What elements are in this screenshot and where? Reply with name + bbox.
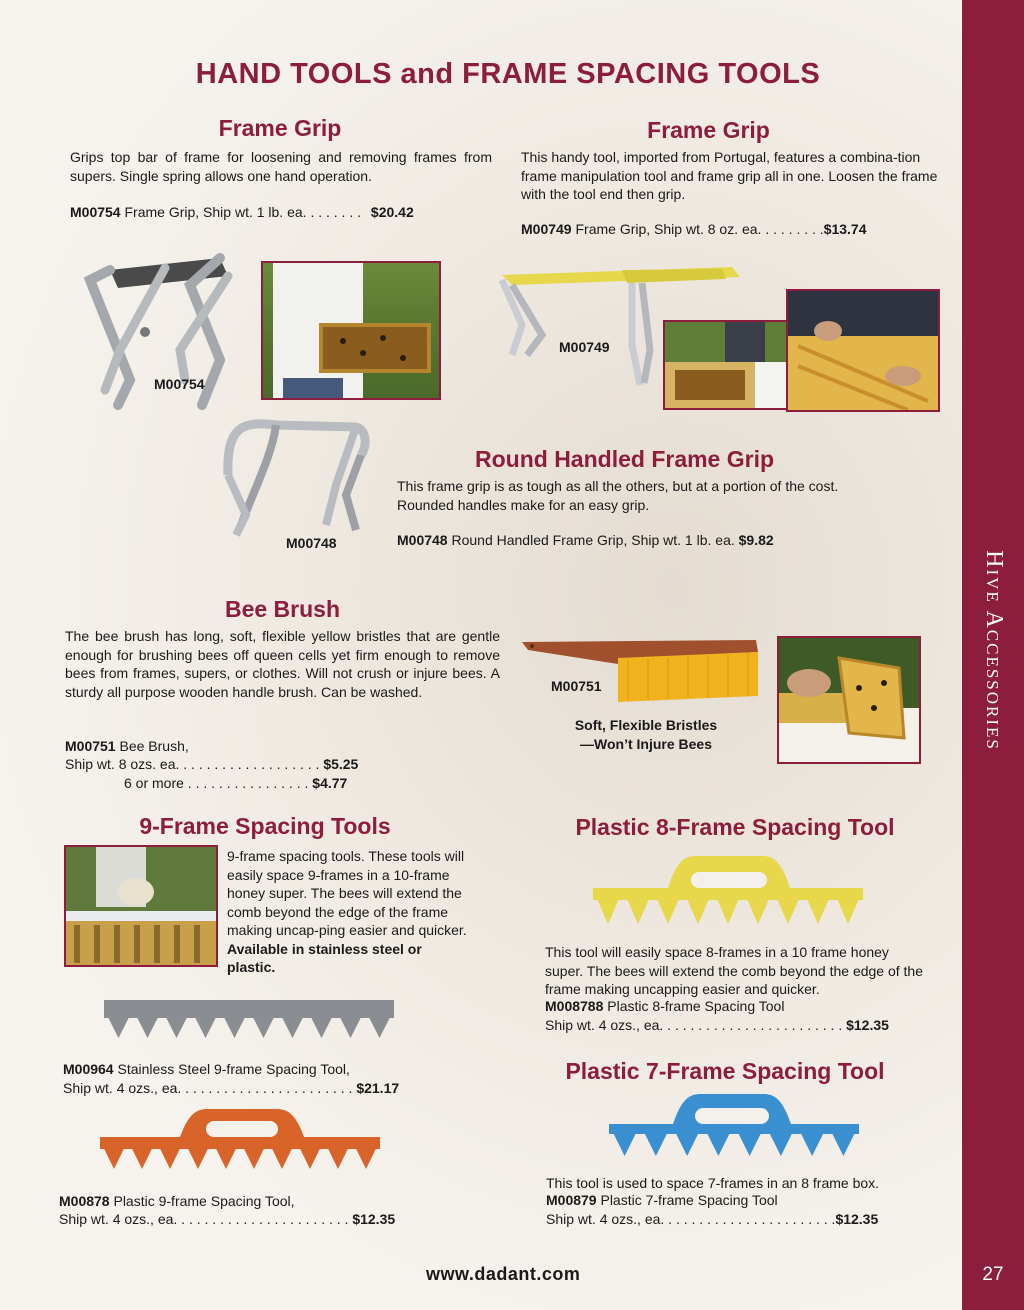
product-code: M00751 xyxy=(65,738,116,754)
brushing-photo-illustration xyxy=(779,638,919,762)
product-code: M00748 xyxy=(397,532,448,548)
product-text: Stainless Steel 9-frame Spacing Tool, xyxy=(117,1061,350,1077)
product-code: M00749 xyxy=(521,221,572,237)
frame-grip-description: Grips top bar of frame for loosening and removing frames from supers. Single spring allows one hand operation. xyxy=(70,149,492,184)
product-text: Plastic 7-frame Spacing Tool xyxy=(600,1192,778,1208)
eight-frame-title-line xyxy=(545,998,784,1014)
nine-frame-description-text: 9-frame spacing tools. These tools will easily space 9-frames in a 10-frame honey super. The bees will extend the comb beyond the edge of the frame making uncap-ping easier and quicker. xyxy=(227,848,467,938)
steel-spacer-image xyxy=(104,996,394,1046)
bee-brush-m00751-image xyxy=(518,636,763,706)
product-code: M00964 xyxy=(63,1061,114,1077)
handle-hole xyxy=(206,1121,278,1137)
bulk-price: $4.77 xyxy=(312,775,348,791)
product-code: M00879 xyxy=(546,1192,597,1208)
round-grip-heading: Round Handled Frame Grip xyxy=(475,446,775,472)
frame-grip-heading: Frame Grip xyxy=(218,115,342,141)
product-price: $12.35 xyxy=(835,1211,879,1227)
product-text: Bee Brush, xyxy=(119,738,189,754)
bee-brush-caption-2: —Won’t Injure Bees xyxy=(580,736,712,752)
product-text: Frame Grip, Ship wt. 8 oz. ea. . . . . . . . . xyxy=(575,221,824,237)
product-price: $5.25 xyxy=(323,756,359,772)
frame-grip-2-order-line xyxy=(521,221,867,237)
ship-text: Ship wt. 4 ozs., ea. . . . . . . . . . . . . . . . . . . . . . . . xyxy=(545,1017,843,1033)
product-code: M00878 xyxy=(59,1193,110,1209)
bee-brush-heading: Bee Brush xyxy=(224,596,341,622)
product-price: $21.17 xyxy=(356,1080,400,1096)
handle-hole xyxy=(691,872,767,888)
eight-frame-heading: Plastic 8-Frame Spacing Tool xyxy=(575,814,895,840)
bee-brush-bulk-line xyxy=(124,775,347,791)
product-price: $12.35 xyxy=(846,1017,889,1033)
nine-frame-heading: 9-Frame Spacing Tools xyxy=(139,813,391,839)
frame-grip-2-photo-left xyxy=(663,320,792,410)
frame-grip-2-image-label: M00749 xyxy=(559,339,610,355)
yellow-spacer-image xyxy=(593,852,863,930)
round-grip-description: This frame grip is as tough as all the others, but at a portion of the cost. Rounded handles make for an easy grip. xyxy=(397,478,839,513)
orange-spacer-title-line xyxy=(59,1193,295,1209)
steel-spacer-price-line xyxy=(63,1080,399,1096)
ship-text: Ship wt. 4 ozs., ea. . . . . . . . . . . . . . . . . . . . . . . xyxy=(546,1211,836,1227)
ship-text: Ship wt. 4 ozs., ea. . . . . . . . . . . . . . . . . . . . . . . xyxy=(59,1211,349,1227)
frames-photo-illustration xyxy=(788,291,938,410)
eight-frame-price-line xyxy=(545,1017,889,1033)
nine-frame-description xyxy=(227,847,467,977)
bee-brush-image-label: M00751 xyxy=(551,678,602,694)
round-grip-image-label: M00748 xyxy=(286,535,337,551)
beekeeper-photo-illustration xyxy=(263,263,439,398)
product-text: Round Handled Frame Grip, Ship wt. 1 lb. ea. xyxy=(451,532,735,548)
page-number: 27 xyxy=(982,1264,1004,1285)
frame-grip-2-description: This handy tool, imported from Portugal, features a combina-tion frame manipulation tool and frame grip all in one. Loosen the frame with the tool end then grip. xyxy=(521,149,938,202)
bee-brush-caption-1: Soft, Flexible Bristles xyxy=(574,717,718,733)
frame-grip-image-label: M00754 xyxy=(154,376,205,392)
side-tab-label: Hive Accessories xyxy=(980,549,1007,751)
bee-brush-price-line xyxy=(65,756,358,772)
orange-spacer-image xyxy=(100,1103,380,1175)
bee-brush-photo xyxy=(777,636,921,764)
steel-spacer-title-line xyxy=(63,1061,350,1077)
blue-spacer-image xyxy=(609,1092,859,1162)
nine-frame-availability: Available in stainless steel or plastic. xyxy=(227,940,422,975)
handle-hole xyxy=(695,1108,769,1124)
ship-text: Ship wt. 8 ozs. ea. . . . . . . . . . . . . . . . . . . xyxy=(65,756,320,772)
frame-grip-photo xyxy=(261,261,441,400)
product-code: M00754 xyxy=(70,204,121,220)
page-title: HAND TOOLS and FRAME SPACING TOOLS xyxy=(195,58,821,90)
spacer-photo-illustration xyxy=(66,847,216,965)
product-price: $20.42 xyxy=(370,204,414,220)
frame-grip-2-heading: Frame Grip xyxy=(647,117,770,143)
bulk-text: 6 or more . . . . . . . . . . . . . . . . xyxy=(124,775,309,791)
hive-photo-illustration xyxy=(665,322,790,408)
bee-brush-order-line xyxy=(65,738,189,754)
bee-brush-description: The bee brush has long, soft, flexible yellow bristles that are gentle enough for brushing bees off queen cells yet firm enough to remove bees from frames, supers, or clothes. Will not crush or injure bees. A sturdy all purpose wooden handle brush. Can be washed. xyxy=(65,628,500,700)
round-grip-order-line xyxy=(397,532,774,548)
frame-grip-2-photo-right xyxy=(786,289,940,412)
product-price: $9.82 xyxy=(738,532,774,548)
website-url[interactable]: www.dadant.com xyxy=(426,1264,581,1284)
eight-frame-description: This tool will easily space 8-frames in a 10 frame honey super. The bees will extend the comb beyond the edge of the frame making uncapping easier and quicker. xyxy=(545,944,923,997)
nine-frame-photo xyxy=(64,845,218,967)
seven-frame-title-line xyxy=(546,1192,778,1208)
seven-frame-description: This tool is used to space 7-frames in an 8 frame box. xyxy=(546,1175,880,1191)
product-text: Frame Grip, Ship wt. 1 lb. ea. . . . . . . . xyxy=(124,204,362,220)
seven-frame-price-line xyxy=(546,1211,878,1227)
ship-text: Ship wt. 4 ozs., ea. . . . . . . . . . . . . . . . . . . . . . . xyxy=(63,1080,353,1096)
product-code: M008788 xyxy=(545,998,604,1014)
product-text: Plastic 9-frame Spacing Tool, xyxy=(113,1193,295,1209)
product-price: $13.74 xyxy=(823,221,867,237)
seven-frame-heading: Plastic 7-Frame Spacing Tool xyxy=(565,1058,885,1084)
orange-spacer-price-line xyxy=(59,1211,395,1227)
side-tab-title xyxy=(962,520,1024,780)
product-text: Plastic 8-frame Spacing Tool xyxy=(607,998,785,1014)
round-grip-m00748-image xyxy=(216,415,376,540)
frame-grip-order-line xyxy=(70,204,414,220)
product-price: $12.35 xyxy=(352,1211,396,1227)
